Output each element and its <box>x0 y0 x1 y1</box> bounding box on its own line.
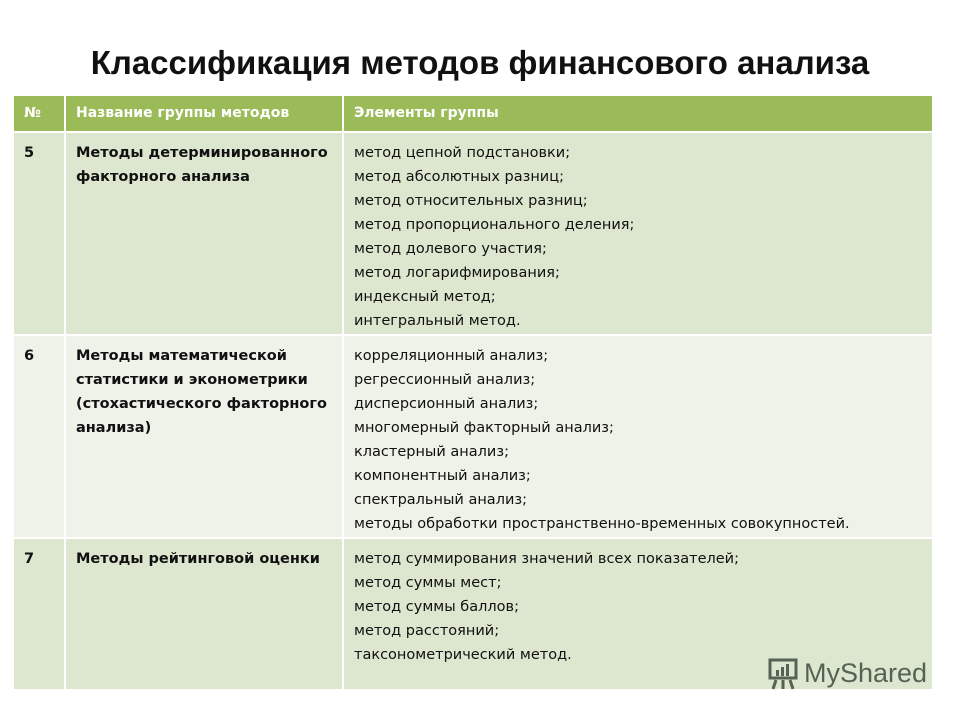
table-header <box>13 96 932 132</box>
element-item: метод цепной подстановки; <box>354 145 571 161</box>
element-item: метод расстояний; <box>354 623 500 639</box>
element-item: кластерный анализ; <box>354 444 509 460</box>
row-elements <box>343 132 932 335</box>
table-row <box>13 132 932 335</box>
presentation-board-icon <box>766 656 800 690</box>
row-number: 6 <box>13 335 65 538</box>
watermark <box>766 656 927 690</box>
methods-table <box>12 96 932 691</box>
element-item: компонентный анализ; <box>354 468 531 484</box>
element-item: методы обработки пространственно-временных совокупностей. <box>354 516 850 532</box>
element-item: дисперсионный анализ; <box>354 396 539 412</box>
element-item: интегральный метод. <box>354 313 521 329</box>
row-elements <box>343 335 932 538</box>
element-item: таксонометрический метод. <box>354 647 572 663</box>
element-item: метод суммы баллов; <box>354 599 519 615</box>
row-number: 7 <box>13 538 65 690</box>
element-item: метод пропорционального деления; <box>354 217 635 233</box>
header-elements: Элементы группы <box>343 96 932 132</box>
row-group-name: Методы детерминированного факторного анализа <box>65 132 343 335</box>
element-item: метод логарифмирования; <box>354 265 560 281</box>
element-item: метод абсолютных разниц; <box>354 169 564 185</box>
element-item: метод суммирования значений всех показателей; <box>354 551 739 567</box>
table-row <box>13 335 932 538</box>
header-number: № <box>13 96 65 132</box>
element-item: индексный метод; <box>354 289 496 305</box>
row-group-name: Методы математической статистики и эконометрики (стохастического факторного анализа) <box>65 335 343 538</box>
row-group-name: Методы рейтинговой оценки <box>65 538 343 690</box>
row-number: 5 <box>13 132 65 335</box>
element-item: корреляционный анализ; <box>354 348 549 364</box>
element-item: многомерный факторный анализ; <box>354 420 614 436</box>
watermark-text: MyShared <box>804 657 928 688</box>
element-item: метод долевого участия; <box>354 241 547 257</box>
element-item: метод относительных разниц; <box>354 193 588 209</box>
header-group-name: Название группы методов <box>65 96 343 132</box>
page-title: Классификация методов финансового анализа <box>90 44 870 81</box>
element-item: метод суммы мест; <box>354 575 502 591</box>
element-item: спектральный анализ; <box>354 492 527 508</box>
element-item: регрессионный анализ; <box>354 372 536 388</box>
